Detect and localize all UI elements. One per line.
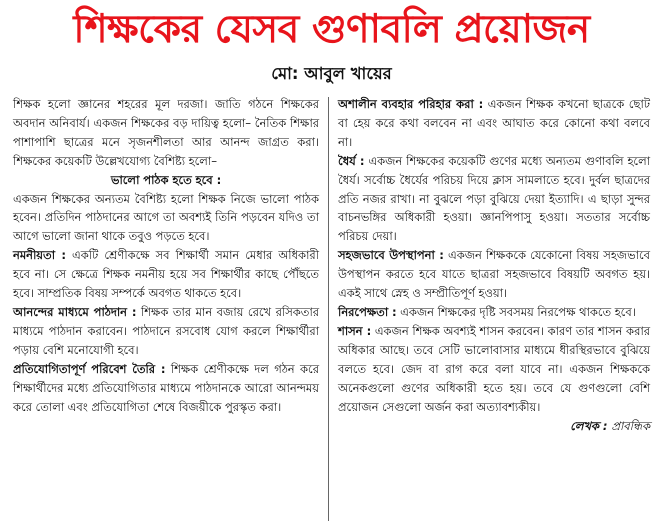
section-discipline [338, 322, 650, 417]
author-signature [338, 417, 650, 436]
section-title: শাসন : [338, 323, 372, 338]
section-body: একজন শিক্ষকের অন্যতম বৈশিষ্ট্য হলো শিক্ষক নিজে ভালো পাঠক হবেন। প্রতিদিন পাঠদানের আগে তা অবশ্যই তিনি পড়বেন যদিও তা আগে ভালো জানা থাকে তবুও পড়তে হবে। [13, 191, 319, 244]
intro-paragraph: শিক্ষক হলো জ্ঞানের শহরের মূল দরজা। জাতি গঠনে শিক্ষকের অবদান অনিবার্য। একজন শিক্ষকের বড় দায়িত্ব হলো– নৈতিক শিক্ষার পাশাপাশি ছাত্রের মনে সৃজনশীলতা আর আনন্দ জাগ্রত করা। শিক্ষকের কয়েকটি উল্লেখযোগ্য বৈশিষ্ট্য হলো– [13, 97, 319, 168]
section-body: একটি শ্রেণীকক্ষে সব শিক্ষার্থী সমান মেধার অধিকারী হবে না। সে ক্ষেত্রে শিক্ষক নমনীয় হয়ে সব শিক্ষার্থীর কাছে পৌঁছতে হবে। সাম্প্রতিক বিষয় সম্পর্কে অবগত থাকতে হবে। [13, 248, 319, 301]
section-flexibility [13, 246, 319, 303]
section-title: ভালো পাঠক হতে হবে : [110, 172, 222, 187]
article-byline: মো: আবুল খায়ের [271, 64, 392, 83]
section-title: প্রতিযোগিতাপূর্ণ পরিবেশ তৈরি : [13, 361, 166, 376]
section-title: সহজভাবে উপস্থাপনা : [338, 248, 444, 263]
signature-role: প্রাবন্ধিক [611, 419, 650, 434]
section-competitive-environment [13, 360, 319, 417]
article-headline: শিক্ষকের যেসব গুণাবলি প্রয়োজন [73, 7, 590, 52]
section-simple-presentation [338, 246, 650, 303]
column-divider [328, 97, 329, 521]
section-good-reader [13, 171, 319, 190]
section-joyful-teaching [13, 303, 319, 360]
section-body: একজন শিক্ষককে যেকোনো বিষয় সহজভাবে উপস্থাপন করতে হবে যাতে ছাত্ররা সহজভাবে বিষয়টি অবগত হয়। একই সাথে স্নেহ ও সম্প্রীতিপূর্ণ হওয়া। [338, 248, 650, 301]
section-title: নমনীয়তা : [13, 248, 66, 263]
section-impartiality [338, 303, 650, 322]
section-body: শিক্ষক তার মান বজায় রেখে রসিকতার মাধ্যমে পাঠদান করাবেন। পাঠদানে রসবোধ যোগ করলে শিক্ষার্থীরা পড়ায় বেশি মনোযোগী হবে। [13, 304, 319, 357]
right-column [338, 95, 650, 436]
section-title: নিরপেক্ষতা : [338, 304, 397, 319]
section-patience [338, 152, 650, 247]
section-title: আনন্দের মাধ্যমে পাঠদান : [13, 304, 137, 319]
section-body: একজন শিক্ষক কখনো ছাত্রকে ছোট বা হেয় করে কথা বলবেন না এবং আঘাত করে কোনো কথা বলবে না। [338, 97, 650, 149]
section-title: অশালীন ব্যবহার পরিহার করা : [338, 97, 484, 111]
section-body: একজন শিক্ষক অবশ্যই শাসন করবেন। কারণ তার শাসন করার অধিকার আছে। তবে সেটি ভালোবাসার মাধ্যমে ধীরস্থিরভাবে বুঝিয়ে বলতে হবে। জেদ বা রাগ করে বলা যাবে না। একজন শিক্ষককে অনেকগুলো গুণের অধিকারী হতে হয়। তবে যে গুণগুলো বেশি প্রয়োজন সেগুলো অর্জন করা অত্যাবশ্যকীয়। [338, 323, 650, 414]
section-body: একজন শিক্ষকের দৃষ্টি সবসময় নিরপেক্ষ থাকতে হবে। [400, 304, 636, 319]
section-body: শিক্ষক শ্রেণীকক্ষে দল গঠন করে শিক্ষার্থীদের মধ্যে প্রতিযোগিতার মাধ্যমে পাঠদানকে আরো আনন্দময় করে তোলা এবং প্রতিযোগিতা শেষে বিজয়ীকে পুরস্কৃত করা। [13, 361, 319, 414]
left-column [13, 95, 319, 416]
signature-label: লেখক : [570, 419, 608, 434]
section-title: ধৈর্য : [338, 153, 365, 168]
section-avoid-indecency [338, 95, 650, 152]
section-body: একজন শিক্ষকের কয়েকটি গুণের মধ্যে অন্যতম গুণাবলি হলো ধৈর্য। সর্বোচ্চ ধৈর্যের পরিচয় দিয়ে ক্লাস সামলাতে হবে। দুর্বল ছাত্রদের প্রতি নজর রাখা। না বুঝলে পড়া বুঝিয়ে দেয়া ইত্যাদি। এ ছাড়া সুন্দর বাচনভঙ্গির অধিকারী হওয়া। জ্ঞানপিপাসু হওয়া। সততার সর্বোচ্চ পরিচয় দেয়া। [338, 153, 650, 244]
